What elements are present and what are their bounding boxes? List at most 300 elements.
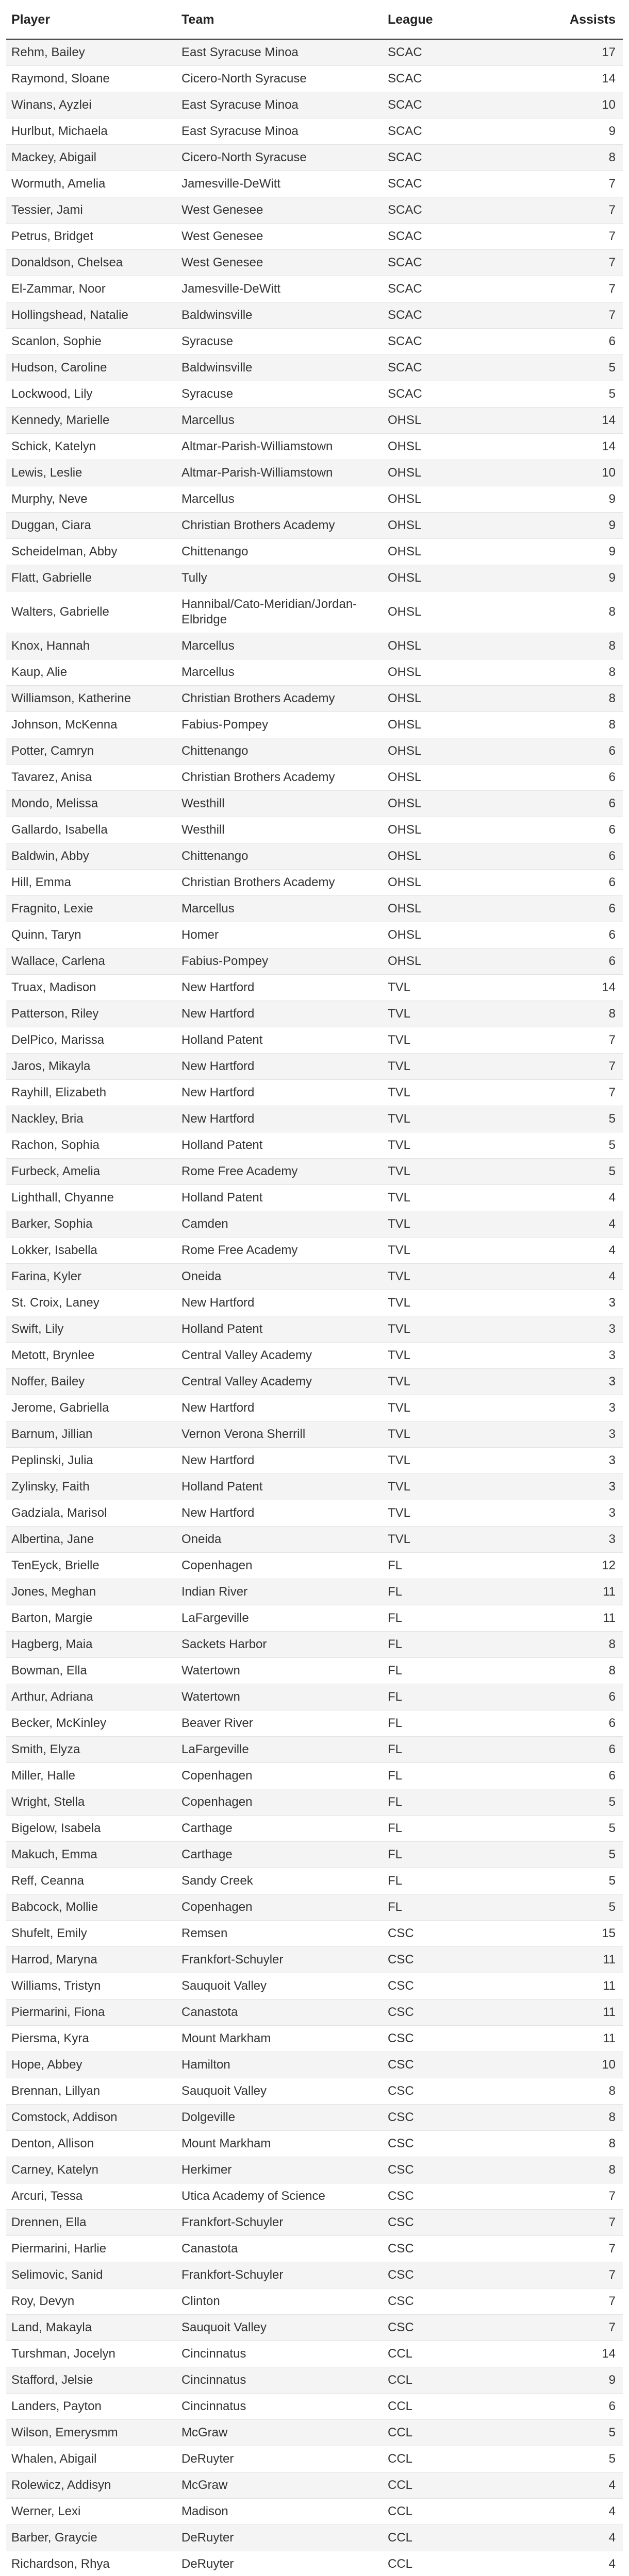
- cell-league: OHSL: [383, 791, 537, 817]
- cell-player: DelPico, Marissa: [6, 1027, 176, 1054]
- cell-assists: 8: [537, 686, 623, 712]
- cell-assists: 11: [537, 1605, 623, 1632]
- cell-assists: 11: [537, 1999, 623, 2026]
- cell-team: Holland Patent: [176, 1027, 383, 1054]
- cell-team: Indian River: [176, 1579, 383, 1605]
- cell-player: Quinn, Taryn: [6, 922, 176, 948]
- cell-league: FL: [383, 1632, 537, 1658]
- cell-league: TVL: [383, 1001, 537, 1027]
- cell-player: Turshman, Jocelyn: [6, 2341, 176, 2367]
- cell-team: Copenhagen: [176, 1894, 383, 1921]
- table-row: [6, 408, 623, 434]
- cell-league: CSC: [383, 1999, 537, 2026]
- table-row: [6, 171, 623, 197]
- cell-player: Truax, Madison: [6, 975, 176, 1001]
- table-row: [6, 1132, 623, 1159]
- cell-team: Cincinnatus: [176, 2367, 383, 2394]
- cell-assists: 5: [537, 1789, 623, 1816]
- cell-player: Selimovic, Sanid: [6, 2262, 176, 2289]
- cell-player: Arcuri, Tessa: [6, 2183, 176, 2210]
- table-row: [6, 1001, 623, 1027]
- table-row: [6, 1106, 623, 1132]
- cell-team: Jamesville-DeWitt: [176, 171, 383, 197]
- cell-league: CCL: [383, 2472, 537, 2499]
- cell-league: CSC: [383, 1921, 537, 1947]
- cell-team: Baldwinsville: [176, 355, 383, 381]
- cell-assists: 4: [537, 1238, 623, 1264]
- cell-league: CSC: [383, 2210, 537, 2236]
- cell-player: Makuch, Emma: [6, 1842, 176, 1868]
- table-row: [6, 1789, 623, 1816]
- cell-league: OHSL: [383, 565, 537, 591]
- cell-team: Watertown: [176, 1658, 383, 1684]
- cell-player: Barker, Sophia: [6, 1211, 176, 1238]
- table-row: [6, 712, 623, 738]
- cell-team: Central Valley Academy: [176, 1369, 383, 1395]
- cell-player: Shufelt, Emily: [6, 1921, 176, 1947]
- cell-assists: 14: [537, 2341, 623, 2367]
- cell-player: Peplinski, Julia: [6, 1448, 176, 1474]
- table-row: [6, 2052, 623, 2078]
- cell-player: Winans, Ayzlei: [6, 92, 176, 118]
- cell-assists: 6: [537, 948, 623, 975]
- cell-league: SCAC: [383, 171, 537, 197]
- cell-team: Frankfort-Schuyler: [176, 2262, 383, 2289]
- cell-player: Hurlbut, Michaela: [6, 118, 176, 145]
- cell-team: Fabius-Pompey: [176, 948, 383, 975]
- table-row: [6, 2236, 623, 2262]
- cell-league: FL: [383, 1789, 537, 1816]
- cell-team: Holland Patent: [176, 1316, 383, 1343]
- cell-player: Johnson, McKenna: [6, 712, 176, 738]
- cell-player: Wright, Stella: [6, 1789, 176, 1816]
- cell-league: FL: [383, 1605, 537, 1632]
- cell-assists: 5: [537, 1868, 623, 1894]
- column-header-league[interactable]: League: [383, 0, 537, 39]
- cell-assists: 5: [537, 1106, 623, 1132]
- table-row: [6, 1632, 623, 1658]
- cell-player: Hagberg, Maia: [6, 1632, 176, 1658]
- cell-assists: 9: [537, 539, 623, 565]
- cell-assists: 7: [537, 2236, 623, 2262]
- cell-assists: 4: [537, 2551, 623, 2576]
- table-row: [6, 1816, 623, 1842]
- cell-league: CSC: [383, 2183, 537, 2210]
- cell-assists: 8: [537, 1001, 623, 1027]
- cell-team: New Hartford: [176, 1080, 383, 1106]
- table-row: [6, 2315, 623, 2341]
- cell-league: OHSL: [383, 896, 537, 922]
- cell-team: Chittenango: [176, 539, 383, 565]
- cell-assists: 14: [537, 434, 623, 460]
- cell-assists: 8: [537, 2105, 623, 2131]
- cell-league: FL: [383, 1737, 537, 1763]
- cell-assists: 11: [537, 2026, 623, 2052]
- table-row: [6, 92, 623, 118]
- cell-player: Harrod, Maryna: [6, 1947, 176, 1973]
- cell-league: CSC: [383, 2262, 537, 2289]
- table-row: [6, 2210, 623, 2236]
- cell-assists: 7: [537, 1027, 623, 1054]
- table-row: [6, 2499, 623, 2525]
- table-row: [6, 1921, 623, 1947]
- cell-player: Raymond, Sloane: [6, 66, 176, 92]
- cell-league: TVL: [383, 1290, 537, 1316]
- cell-player: Scheidelman, Abby: [6, 539, 176, 565]
- cell-league: OHSL: [383, 659, 537, 686]
- cell-league: FL: [383, 1842, 537, 1868]
- cell-team: Sandy Creek: [176, 1868, 383, 1894]
- cell-league: OHSL: [383, 591, 537, 633]
- table-row: [6, 355, 623, 381]
- cell-player: Fragnito, Lexie: [6, 896, 176, 922]
- cell-assists: 8: [537, 2078, 623, 2105]
- table-row: [6, 922, 623, 948]
- cell-team: Marcellus: [176, 659, 383, 686]
- cell-player: Albertina, Jane: [6, 1527, 176, 1553]
- table-row: [6, 1894, 623, 1921]
- cell-assists: 8: [537, 659, 623, 686]
- table-row: [6, 1421, 623, 1448]
- cell-assists: 4: [537, 2499, 623, 2525]
- column-header-player[interactable]: Player: [6, 0, 176, 39]
- cell-assists: 6: [537, 329, 623, 355]
- cell-team: West Genesee: [176, 250, 383, 276]
- table-header: [6, 0, 623, 39]
- cell-player: Walters, Gabrielle: [6, 591, 176, 633]
- cell-assists: 4: [537, 1185, 623, 1211]
- cell-team: DeRuyter: [176, 2551, 383, 2576]
- cell-team: Sauquoit Valley: [176, 1973, 383, 1999]
- cell-player: Jones, Meghan: [6, 1579, 176, 1605]
- cell-assists: 7: [537, 1054, 623, 1080]
- table-row: [6, 1290, 623, 1316]
- table-row: [6, 1999, 623, 2026]
- cell-assists: 7: [537, 197, 623, 224]
- cell-assists: 3: [537, 1395, 623, 1421]
- cell-team: Chittenango: [176, 738, 383, 765]
- cell-team: Marcellus: [176, 633, 383, 659]
- table-row: [6, 1238, 623, 1264]
- cell-assists: 8: [537, 712, 623, 738]
- cell-team: Dolgeville: [176, 2105, 383, 2131]
- cell-player: Lewis, Leslie: [6, 460, 176, 486]
- cell-league: FL: [383, 1763, 537, 1789]
- cell-league: FL: [383, 1658, 537, 1684]
- cell-player: Denton, Allison: [6, 2131, 176, 2157]
- table-row: [6, 197, 623, 224]
- cell-league: TVL: [383, 1369, 537, 1395]
- cell-league: CSC: [383, 1947, 537, 1973]
- cell-team: McGraw: [176, 2472, 383, 2499]
- table-row: [6, 2078, 623, 2105]
- cell-team: West Genesee: [176, 197, 383, 224]
- table-row: [6, 2341, 623, 2367]
- cell-player: Duggan, Ciara: [6, 513, 176, 539]
- cell-team: Vernon Verona Sherrill: [176, 1421, 383, 1448]
- cell-league: SCAC: [383, 92, 537, 118]
- cell-team: New Hartford: [176, 1290, 383, 1316]
- cell-assists: 8: [537, 2131, 623, 2157]
- cell-assists: 5: [537, 381, 623, 408]
- cell-assists: 8: [537, 591, 623, 633]
- table-row: [6, 2420, 623, 2446]
- cell-player: Petrus, Bridget: [6, 224, 176, 250]
- cell-player: Smith, Elyza: [6, 1737, 176, 1763]
- cell-player: Furbeck, Amelia: [6, 1159, 176, 1185]
- cell-assists: 6: [537, 2394, 623, 2420]
- cell-player: Hudson, Caroline: [6, 355, 176, 381]
- cell-league: FL: [383, 1684, 537, 1710]
- cell-team: Mount Markham: [176, 2131, 383, 2157]
- cell-league: OHSL: [383, 765, 537, 791]
- cell-league: OHSL: [383, 633, 537, 659]
- cell-player: Noffer, Bailey: [6, 1369, 176, 1395]
- cell-player: Tavarez, Anisa: [6, 765, 176, 791]
- cell-team: Hamilton: [176, 2052, 383, 2078]
- table-row: [6, 2262, 623, 2289]
- table-row: [6, 591, 623, 633]
- cell-team: New Hartford: [176, 1054, 383, 1080]
- cell-league: TVL: [383, 1159, 537, 1185]
- cell-team: Canastota: [176, 2236, 383, 2262]
- cell-team: Clinton: [176, 2289, 383, 2315]
- table-row: [6, 1054, 623, 1080]
- cell-assists: 7: [537, 224, 623, 250]
- table-row: [6, 1369, 623, 1395]
- cell-team: New Hartford: [176, 1395, 383, 1421]
- cell-player: Landers, Payton: [6, 2394, 176, 2420]
- cell-assists: 11: [537, 1973, 623, 1999]
- cell-assists: 5: [537, 1816, 623, 1842]
- cell-league: OHSL: [383, 948, 537, 975]
- table-row: [6, 1973, 623, 1999]
- cell-league: TVL: [383, 1500, 537, 1527]
- cell-assists: 7: [537, 171, 623, 197]
- cell-league: SCAC: [383, 381, 537, 408]
- cell-player: Comstock, Addison: [6, 2105, 176, 2131]
- cell-team: New Hartford: [176, 1106, 383, 1132]
- cell-team: Holland Patent: [176, 1185, 383, 1211]
- cell-player: Swift, Lily: [6, 1316, 176, 1343]
- cell-league: OHSL: [383, 686, 537, 712]
- cell-team: Baldwinsville: [176, 302, 383, 329]
- cell-player: Miller, Halle: [6, 1763, 176, 1789]
- table-row: [6, 686, 623, 712]
- cell-player: Carney, Katelyn: [6, 2157, 176, 2183]
- cell-player: Baldwin, Abby: [6, 843, 176, 870]
- cell-league: TVL: [383, 1264, 537, 1290]
- cell-league: FL: [383, 1894, 537, 1921]
- cell-team: Syracuse: [176, 329, 383, 355]
- cell-team: Fabius-Pompey: [176, 712, 383, 738]
- cell-assists: 6: [537, 765, 623, 791]
- cell-player: Rehm, Bailey: [6, 39, 176, 66]
- cell-team: Cicero-North Syracuse: [176, 145, 383, 171]
- cell-team: Sauquoit Valley: [176, 2315, 383, 2341]
- cell-league: TVL: [383, 1211, 537, 1238]
- table-row: [6, 329, 623, 355]
- cell-team: Watertown: [176, 1684, 383, 1710]
- cell-assists: 8: [537, 145, 623, 171]
- cell-league: CSC: [383, 2052, 537, 2078]
- table-row: [6, 817, 623, 843]
- cell-player: Piersma, Kyra: [6, 2026, 176, 2052]
- cell-league: OHSL: [383, 408, 537, 434]
- cell-assists: 9: [537, 2367, 623, 2394]
- table-row: [6, 975, 623, 1001]
- cell-team: Cicero-North Syracuse: [176, 66, 383, 92]
- cell-player: Rolewicz, Addisyn: [6, 2472, 176, 2499]
- header-row: [6, 0, 623, 39]
- cell-team: Herkimer: [176, 2157, 383, 2183]
- cell-assists: 6: [537, 922, 623, 948]
- cell-player: Reff, Ceanna: [6, 1868, 176, 1894]
- table-row: [6, 791, 623, 817]
- cell-player: Jerome, Gabriella: [6, 1395, 176, 1421]
- cell-league: FL: [383, 1710, 537, 1737]
- cell-league: SCAC: [383, 145, 537, 171]
- cell-player: Barton, Margie: [6, 1605, 176, 1632]
- cell-assists: 5: [537, 355, 623, 381]
- cell-player: Whalen, Abigail: [6, 2446, 176, 2472]
- cell-league: CSC: [383, 2236, 537, 2262]
- cell-team: Oneida: [176, 1264, 383, 1290]
- cell-player: Williams, Tristyn: [6, 1973, 176, 1999]
- cell-player: Lokker, Isabella: [6, 1238, 176, 1264]
- table-row: [6, 1605, 623, 1632]
- table-row: [6, 2026, 623, 2052]
- cell-assists: 6: [537, 1737, 623, 1763]
- table-row: [6, 1316, 623, 1343]
- cell-team: New Hartford: [176, 1448, 383, 1474]
- cell-assists: 7: [537, 2315, 623, 2341]
- cell-team: New Hartford: [176, 1500, 383, 1527]
- cell-league: CSC: [383, 2289, 537, 2315]
- cell-league: CSC: [383, 2105, 537, 2131]
- cell-league: TVL: [383, 1132, 537, 1159]
- cell-assists: 7: [537, 1080, 623, 1106]
- cell-player: Roy, Devyn: [6, 2289, 176, 2315]
- table-row: [6, 765, 623, 791]
- cell-assists: 7: [537, 2183, 623, 2210]
- cell-player: Piermarini, Fiona: [6, 1999, 176, 2026]
- cell-league: TVL: [383, 1448, 537, 1474]
- cell-league: TVL: [383, 1027, 537, 1054]
- cell-league: OHSL: [383, 922, 537, 948]
- cell-league: OHSL: [383, 843, 537, 870]
- cell-league: TVL: [383, 1238, 537, 1264]
- cell-assists: 5: [537, 2420, 623, 2446]
- cell-player: Arthur, Adriana: [6, 1684, 176, 1710]
- table-row: [6, 1264, 623, 1290]
- cell-league: SCAC: [383, 197, 537, 224]
- cell-league: TVL: [383, 1527, 537, 1553]
- cell-assists: 14: [537, 66, 623, 92]
- cell-assists: 5: [537, 1894, 623, 1921]
- cell-team: Carthage: [176, 1816, 383, 1842]
- cell-team: Jamesville-DeWitt: [176, 276, 383, 302]
- cell-assists: 11: [537, 1947, 623, 1973]
- cell-team: Holland Patent: [176, 1132, 383, 1159]
- cell-team: Canastota: [176, 1999, 383, 2026]
- cell-player: Lighthall, Chyanne: [6, 1185, 176, 1211]
- cell-player: Richardson, Rhya: [6, 2551, 176, 2576]
- column-header-team[interactable]: Team: [176, 0, 383, 39]
- table-row: [6, 1527, 623, 1553]
- table-row: [6, 1658, 623, 1684]
- cell-player: Jaros, Mikayla: [6, 1054, 176, 1080]
- cell-team: Carthage: [176, 1842, 383, 1868]
- cell-player: Nackley, Bria: [6, 1106, 176, 1132]
- cell-league: CSC: [383, 2078, 537, 2105]
- table-row: [6, 434, 623, 460]
- table-row: [6, 2131, 623, 2157]
- cell-team: Christian Brothers Academy: [176, 686, 383, 712]
- cell-league: OHSL: [383, 460, 537, 486]
- cell-team: Homer: [176, 922, 383, 948]
- table-row: [6, 2105, 623, 2131]
- cell-assists: 7: [537, 302, 623, 329]
- table-row: [6, 486, 623, 513]
- cell-league: CCL: [383, 2499, 537, 2525]
- cell-assists: 9: [537, 565, 623, 591]
- cell-league: CSC: [383, 2157, 537, 2183]
- cell-assists: 8: [537, 1632, 623, 1658]
- cell-league: SCAC: [383, 276, 537, 302]
- cell-assists: 11: [537, 1579, 623, 1605]
- cell-player: El-Zammar, Noor: [6, 276, 176, 302]
- table-row: [6, 565, 623, 591]
- cell-assists: 5: [537, 2446, 623, 2472]
- cell-player: Babcock, Mollie: [6, 1894, 176, 1921]
- cell-team: Marcellus: [176, 896, 383, 922]
- cell-assists: 14: [537, 408, 623, 434]
- cell-assists: 5: [537, 1132, 623, 1159]
- cell-player: Scanlon, Sophie: [6, 329, 176, 355]
- cell-assists: 7: [537, 2210, 623, 2236]
- table-row: [6, 948, 623, 975]
- table-row: [6, 2525, 623, 2551]
- cell-player: Metott, Brynlee: [6, 1343, 176, 1369]
- cell-assists: 8: [537, 633, 623, 659]
- cell-team: Sackets Harbor: [176, 1632, 383, 1658]
- cell-player: Mackey, Abigail: [6, 145, 176, 171]
- cell-team: McGraw: [176, 2420, 383, 2446]
- cell-league: TVL: [383, 1106, 537, 1132]
- cell-assists: 6: [537, 791, 623, 817]
- cell-player: TenEyck, Brielle: [6, 1553, 176, 1579]
- cell-player: Becker, McKinley: [6, 1710, 176, 1737]
- table-row: [6, 1579, 623, 1605]
- cell-league: CCL: [383, 2367, 537, 2394]
- cell-league: OHSL: [383, 870, 537, 896]
- cell-league: OHSL: [383, 513, 537, 539]
- cell-assists: 3: [537, 1369, 623, 1395]
- table-row: [6, 1080, 623, 1106]
- cell-league: SCAC: [383, 118, 537, 145]
- cell-league: OHSL: [383, 738, 537, 765]
- cell-assists: 5: [537, 1842, 623, 1868]
- cell-player: Hollingshead, Natalie: [6, 302, 176, 329]
- column-header-assists[interactable]: Assists: [537, 0, 623, 39]
- cell-team: DeRuyter: [176, 2525, 383, 2551]
- cell-player: Land, Makayla: [6, 2315, 176, 2341]
- cell-assists: 7: [537, 250, 623, 276]
- cell-player: Wilson, Emerysmm: [6, 2420, 176, 2446]
- table-row: [6, 843, 623, 870]
- cell-player: Hope, Abbey: [6, 2052, 176, 2078]
